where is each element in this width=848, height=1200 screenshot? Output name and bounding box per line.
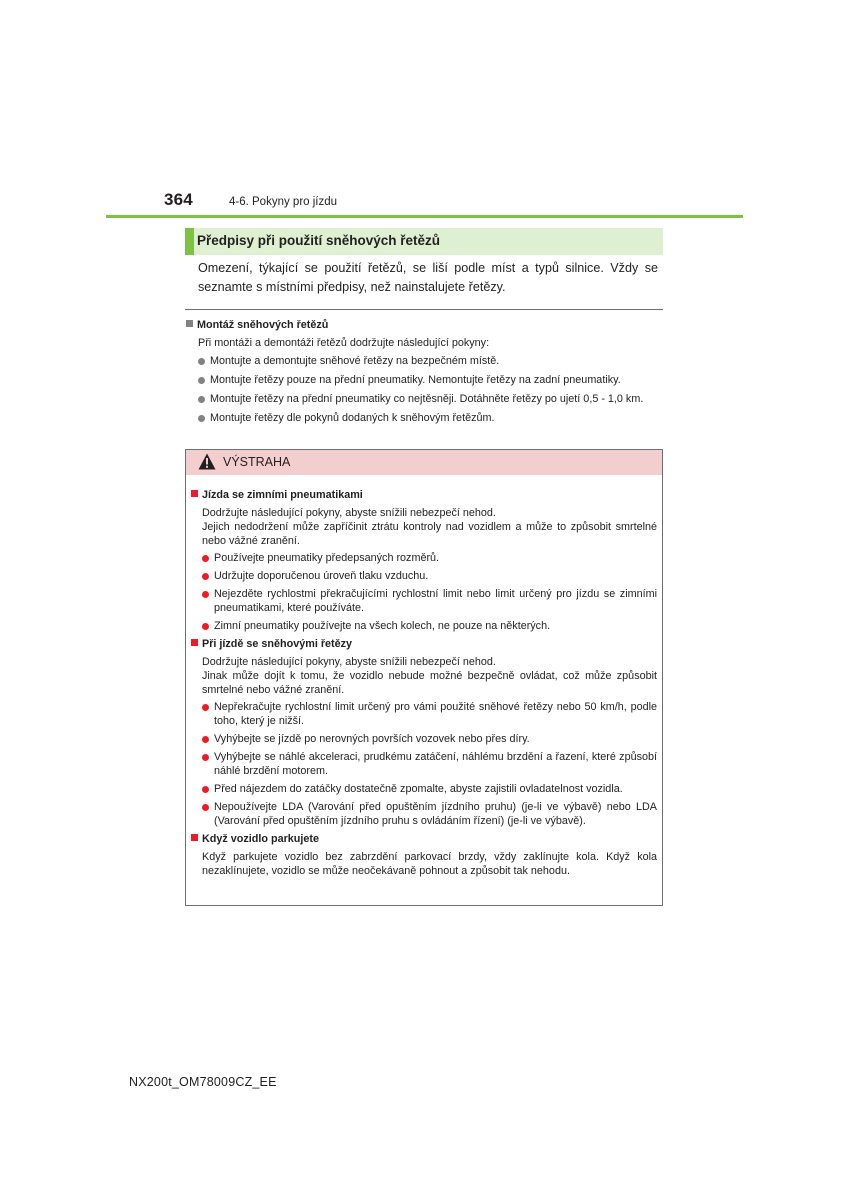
red-dot-bullet-icon (202, 704, 209, 711)
section-reference: 4-6. Pokyny pro jízdu (229, 196, 338, 208)
warning-subheading-row (191, 832, 657, 847)
list-item-text: Udržujte doporučenou úroveň tlaku vzduchu. (214, 570, 429, 582)
red-dot-bullet-icon (202, 573, 209, 580)
list-item (202, 551, 657, 565)
warning-subheading: Při jízdě se sněhovými řetězy (202, 638, 353, 650)
warning-box (185, 449, 663, 906)
list-item-text: Montujte řetězy pouze na přední pneumatiky. Nemontujte řetězy na zadní pneumatiky. (210, 374, 621, 386)
list-item-text: Montujte řetězy dle pokynů dodaných k sněhovým řetězům. (210, 412, 495, 424)
red-dot-bullet-icon (202, 623, 209, 630)
warning-subheading: Když vozidlo parkujete (202, 833, 319, 845)
list-item (202, 750, 657, 778)
red-dot-bullet-icon (202, 786, 209, 793)
list-item-text: Vyhýbejte se jízdě po nerovných površích vozovek nebo přes díry. (214, 733, 530, 745)
gray-dot-bullet-icon (198, 415, 205, 422)
mounting-lead: Při montáži a demontáži řetězů dodržujte následující pokyny: (198, 337, 490, 349)
title-accent-bar (185, 228, 194, 255)
list-item (198, 411, 662, 425)
gray-square-bullet-icon (186, 320, 193, 327)
list-item-text: Nepřekračujte rychlostní limit určený pro vámi použité sněhové řetězy nebo 50 km/h, podle toho, který je nižší. (214, 701, 657, 727)
list-item (202, 800, 657, 828)
list-item (202, 619, 657, 633)
list-item (198, 373, 662, 387)
list-item (198, 392, 662, 406)
divider (185, 309, 663, 310)
mounting-section (186, 318, 662, 430)
warning-label: VÝSTRAHA (223, 455, 291, 469)
header-rule (106, 215, 743, 218)
warning-subheading-row (191, 637, 657, 652)
list-item-text: Používejte pneumatiky předepsaných rozměrů. (214, 552, 440, 564)
list-item (202, 782, 657, 796)
warning-body (191, 488, 657, 881)
red-square-bullet-icon (191, 490, 198, 497)
warning-paragraph: Dodržujte následující pokyny, abyste snížili nebezpečí nehod. Jinak může dojít k tomu, že vozidlo nebude možné bezpečně ovládat, což může způsobit smrtelné nebo vážné zranění. (202, 656, 657, 696)
gray-dot-bullet-icon (198, 396, 205, 403)
footer-code: NX200t_OM78009CZ_EE (129, 1075, 277, 1089)
intro-paragraph: Omezení, týkající se použití řetězů, se liší podle míst a typů silnice. Vždy se seznamte s místními předpisy, než nainstalujete řetězy. (198, 261, 658, 294)
red-dot-bullet-icon (202, 555, 209, 562)
mounting-heading: Montáž sněhových řetězů (197, 319, 329, 331)
page-number: 364 (164, 190, 193, 209)
list-item-text: Nejezděte rychlostmi překračujícími rychlostní limit nebo limit určený pro jízdu se zimními pneumatikami, které používáte. (214, 588, 657, 614)
list-item-text: Zimní pneumatiky používejte na všech kolech, ne pouze na některých. (214, 620, 551, 632)
warning-header (186, 450, 662, 475)
section-title-box (185, 228, 663, 255)
red-square-bullet-icon (191, 639, 198, 646)
warning-subheading: Jízda se zimními pneumatikami (202, 489, 363, 501)
section-title: Předpisy při použití sněhových řetězů (197, 233, 441, 248)
list-item-text: Montujte a demontujte sněhové řetězy na bezpečném místě. (210, 355, 500, 367)
list-item (202, 587, 657, 615)
red-dot-bullet-icon (202, 736, 209, 743)
red-dot-bullet-icon (202, 754, 209, 761)
list-item (202, 700, 657, 728)
red-dot-bullet-icon (202, 804, 209, 811)
red-dot-bullet-icon (202, 591, 209, 598)
mounting-list (198, 354, 662, 425)
gray-dot-bullet-icon (198, 377, 205, 384)
mounting-heading-row (186, 318, 662, 333)
red-square-bullet-icon (191, 834, 198, 841)
gray-dot-bullet-icon (198, 358, 205, 365)
warning-subheading-row (191, 488, 657, 503)
list-item-text: Nepoužívejte LDA (Varování před opuštěním jízdního pruhu) (je-li ve výbavě) nebo LDA (Varování před opuštěním jízdního pruhu s ovládáním řízení) (je-li ve výbavě). (214, 801, 657, 827)
list-item-text: Vyhýbejte se náhlé akceleraci, prudkému zatáčení, náhlému brzdění a řazení, které způsobí náhlé brzdění motorem. (214, 751, 657, 777)
list-item (202, 569, 657, 583)
list-item (202, 732, 657, 746)
warning-paragraph: Dodržujte následující pokyny, abyste snížili nebezpečí nehod. Jejich nedodržení může zapříčinit ztrátu kontroly nad vozidlem a může to způsobit smrtelné nebo vážné zranění. (202, 507, 657, 547)
warning-triangle-icon (198, 453, 216, 470)
list-item-text: Montujte řetězy na přední pneumatiky co nejtěsněji. Dotáhněte řetězy po ujetí 0,5 - 1,0 km. (210, 393, 644, 405)
warning-paragraph: Když parkujete vozidlo bez zabrzdění parkovací brzdy, vždy zaklínujte kola. Když kola nezaklínujete, vozidlo se může neočekávaně pohnout a způsobit tak nehodu. (202, 851, 657, 877)
list-item (198, 354, 662, 368)
list-item-text: Před nájezdem do zatáčky dostatečně zpomalte, abyste zajistili ovladatelnost vozidla. (214, 783, 623, 795)
